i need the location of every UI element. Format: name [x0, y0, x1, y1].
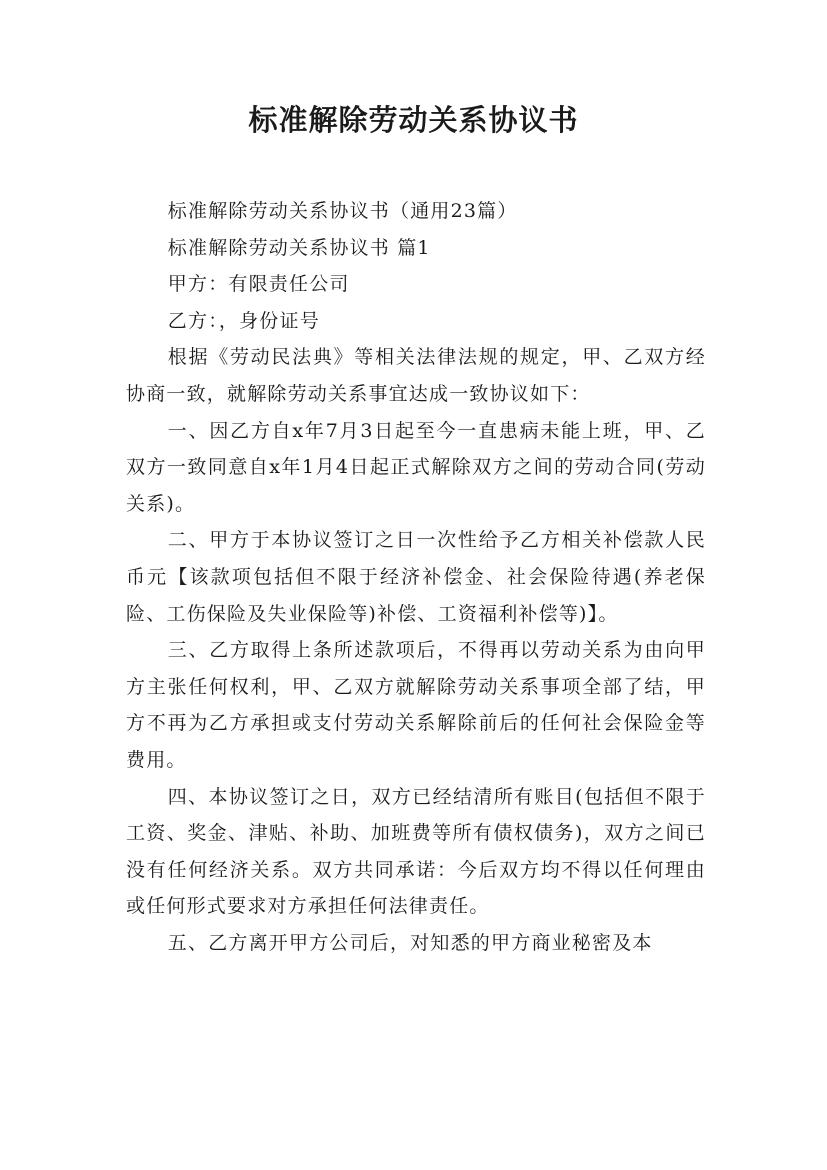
paragraph-clause-1: 一、因乙方自x年7月3日起至今一直患病未能上班，甲、乙双方一致同意自x年1月4日起正式解除双方之间的劳动合同(劳动关系)。	[126, 419, 706, 515]
paragraph-clause-2: 二、甲方于本协议签订之日一次性给予乙方相关补偿款人民币元【该款项包括但不限于经济补偿金、社会保险待遇(养老保险、工伤保险及失业保险等)补偿、工资福利补偿等)】。	[126, 529, 706, 625]
paragraph-clause-5: 五、乙方离开甲方公司后，对知悉的甲方商业秘密及本	[167, 931, 653, 954]
paragraph-section-heading: 标准解除劳动关系协议书 篇1	[167, 236, 431, 259]
document-title: 标准解除劳动关系协议书	[248, 103, 579, 137]
paragraph-party-b: 乙方：，身份证号	[167, 309, 320, 332]
paragraph-subtitle: 标准解除劳动关系协议书（通用23篇）	[167, 200, 518, 222]
document-body	[126, 193, 706, 961]
paragraph-clause-4: 四、本协议签订之日，双方已经结清所有账目(包括但不限于工资、奖金、津贴、补助、加班费等所有债权债务)，双方之间已没有任何经济关系。双方共同承诺：今后双方均不得以任何理由或任何形式要求对方承担任何法律责任。	[126, 785, 706, 918]
paragraph-party-a: 甲方：有限责任公司	[167, 273, 350, 296]
paragraph-clause-3: 三、乙方取得上条所述款项后，不得再以劳动关系为由向甲方主张任何权利，甲、乙双方就解除劳动关系事项全部了结，甲方不再为乙方承担或支付劳动关系解除前后的任何社会保险金等费用。	[126, 639, 706, 771]
paragraph-preamble: 根据《劳动民法典》等相关法律法规的规定，甲、乙双方经协商一致，就解除劳动关系事宜达成一致协议如下：	[126, 346, 706, 405]
